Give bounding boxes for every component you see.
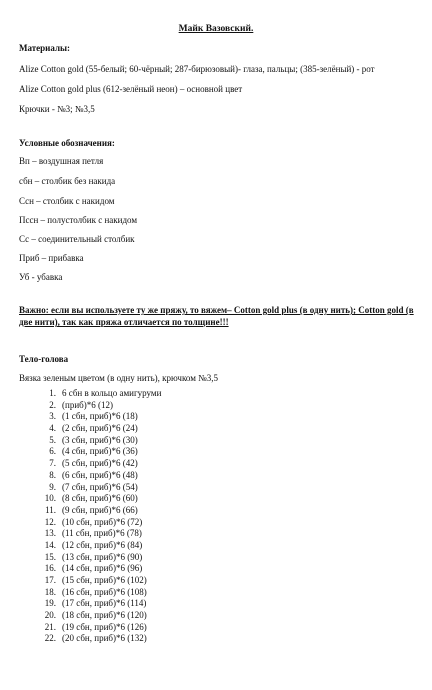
section-intro: Вязка зеленым цветом (в одну нить), крючком №3,5 (19, 373, 218, 383)
list-item (0, 528, 300, 540)
row-text: (18 сбн, приб)*6 (120) (62, 610, 147, 621)
row-number: 4. (49, 423, 56, 434)
row-text: (9 сбн, приб)*6 (66) (62, 504, 138, 515)
list-item (0, 470, 300, 482)
row-text: (6 сбн, приб)*6 (48) (62, 469, 138, 480)
row-text: (12 сбн, приб)*6 (84) (62, 539, 143, 550)
row-text: (11 сбн, приб)*6 (78) (62, 528, 142, 539)
row-number: 18. (44, 586, 56, 597)
list-item (0, 482, 300, 494)
section-heading: Тело-голова (19, 354, 69, 364)
row-number: 8. (49, 469, 56, 480)
row-number: 17. (44, 575, 56, 585)
row-text: (20 сбн, приб)*6 (132) (62, 633, 147, 644)
materials-line-3: Крючки - №3; №3,5 (19, 104, 95, 114)
row-text: (5 сбн, приб)*6 (42) (62, 458, 138, 469)
row-text: (7 сбн, приб)*6 (54) (62, 481, 138, 492)
yarn-warning: Важно: если вы используете ту же пряжу, то вяжем– Cotton gold plus (в одну нить); Cotton gold (в две нити), так как пряжа отличается по толщине!!! (19, 305, 414, 327)
row-number: 3. (49, 411, 56, 422)
row-number: 19. (44, 598, 56, 609)
list-item (0, 563, 300, 575)
document-title: Майк Вазовский. (178, 24, 254, 34)
row-number: 6. (49, 446, 56, 457)
row-number: 12. (44, 516, 56, 527)
materials-heading: Материалы: (19, 43, 71, 53)
legend-item: Пссн – полустолбик с накидом (19, 215, 138, 225)
row-text: (4 сбн, приб)*6 (36) (62, 446, 138, 457)
materials-line-1: Alize Cotton gold (55-белый; 60-чёрный; 287-бирюзовый)- глаза, пальцы; (385-зелёный) - рот (19, 64, 375, 74)
row-number: 7. (49, 458, 56, 469)
list-item (0, 446, 300, 458)
legend-item: Сс – соединительный столбик (19, 234, 135, 244)
list-item (0, 622, 300, 634)
list-item (0, 505, 300, 517)
row-text: (13 сбн, приб)*6 (90) (62, 551, 143, 562)
list-item (0, 423, 300, 435)
materials-line-2: Alize Cotton gold plus (612-зелёный неон) – основной цвет (19, 84, 243, 94)
row-number: 9. (49, 481, 56, 492)
list-item (0, 435, 300, 447)
list-item (0, 400, 300, 412)
row-number: 21. (44, 621, 56, 632)
legend-item: Приб – прибавка (19, 253, 84, 263)
row-number: 2. (49, 399, 56, 410)
row-list (0, 388, 300, 645)
list-item (0, 540, 300, 552)
row-number: 5. (49, 434, 56, 445)
row-text: (16 сбн, приб)*6 (108) (62, 586, 147, 597)
row-number: 14. (44, 539, 56, 550)
list-item (0, 517, 300, 529)
row-text: (приб)*6 (12) (62, 399, 113, 410)
row-text: (10 сбн, приб)*6 (72) (62, 516, 143, 527)
list-item (0, 388, 300, 400)
row-text: 6 сбн в кольцо амигуруми (62, 388, 162, 398)
row-text: (1 сбн, приб)*6 (18) (62, 411, 138, 422)
row-number: 13. (44, 528, 56, 539)
row-text: (19 сбн, приб)*6 (126) (62, 621, 147, 632)
legend-item: Уб - убавка (19, 272, 63, 282)
list-item (0, 493, 300, 505)
row-text: (8 сбн, приб)*6 (60) (62, 493, 138, 504)
row-text: (3 сбн, приб)*6 (30) (62, 434, 138, 445)
legend-item: Ссн – столбик с накидом (19, 196, 115, 206)
row-number: 15. (44, 551, 56, 562)
list-item (0, 598, 300, 610)
legend-item: сбн – столбик без накида (19, 176, 116, 186)
row-text: (14 сбн, приб)*6 (96) (62, 563, 143, 574)
list-item (0, 458, 300, 470)
legend-item: Вп – воздушная петля (19, 156, 104, 166)
list-item (0, 411, 300, 423)
row-number: 16. (44, 563, 56, 574)
legend-heading: Условные обозначения: (19, 138, 115, 148)
row-text: (2 сбн, приб)*6 (24) (62, 423, 138, 434)
row-number: 10. (44, 493, 56, 504)
row-text: (15 сбн, приб)*6 (102) (62, 575, 147, 585)
list-item (0, 633, 300, 645)
row-number: 1. (49, 388, 56, 398)
list-item (0, 610, 300, 622)
list-item (0, 575, 300, 587)
row-text: (17 сбн, приб)*6 (114) (62, 598, 147, 609)
row-number: 11. (45, 504, 56, 515)
list-item (0, 552, 300, 564)
list-item (0, 587, 300, 599)
row-number: 22. (44, 633, 56, 644)
row-number: 20. (44, 610, 56, 621)
